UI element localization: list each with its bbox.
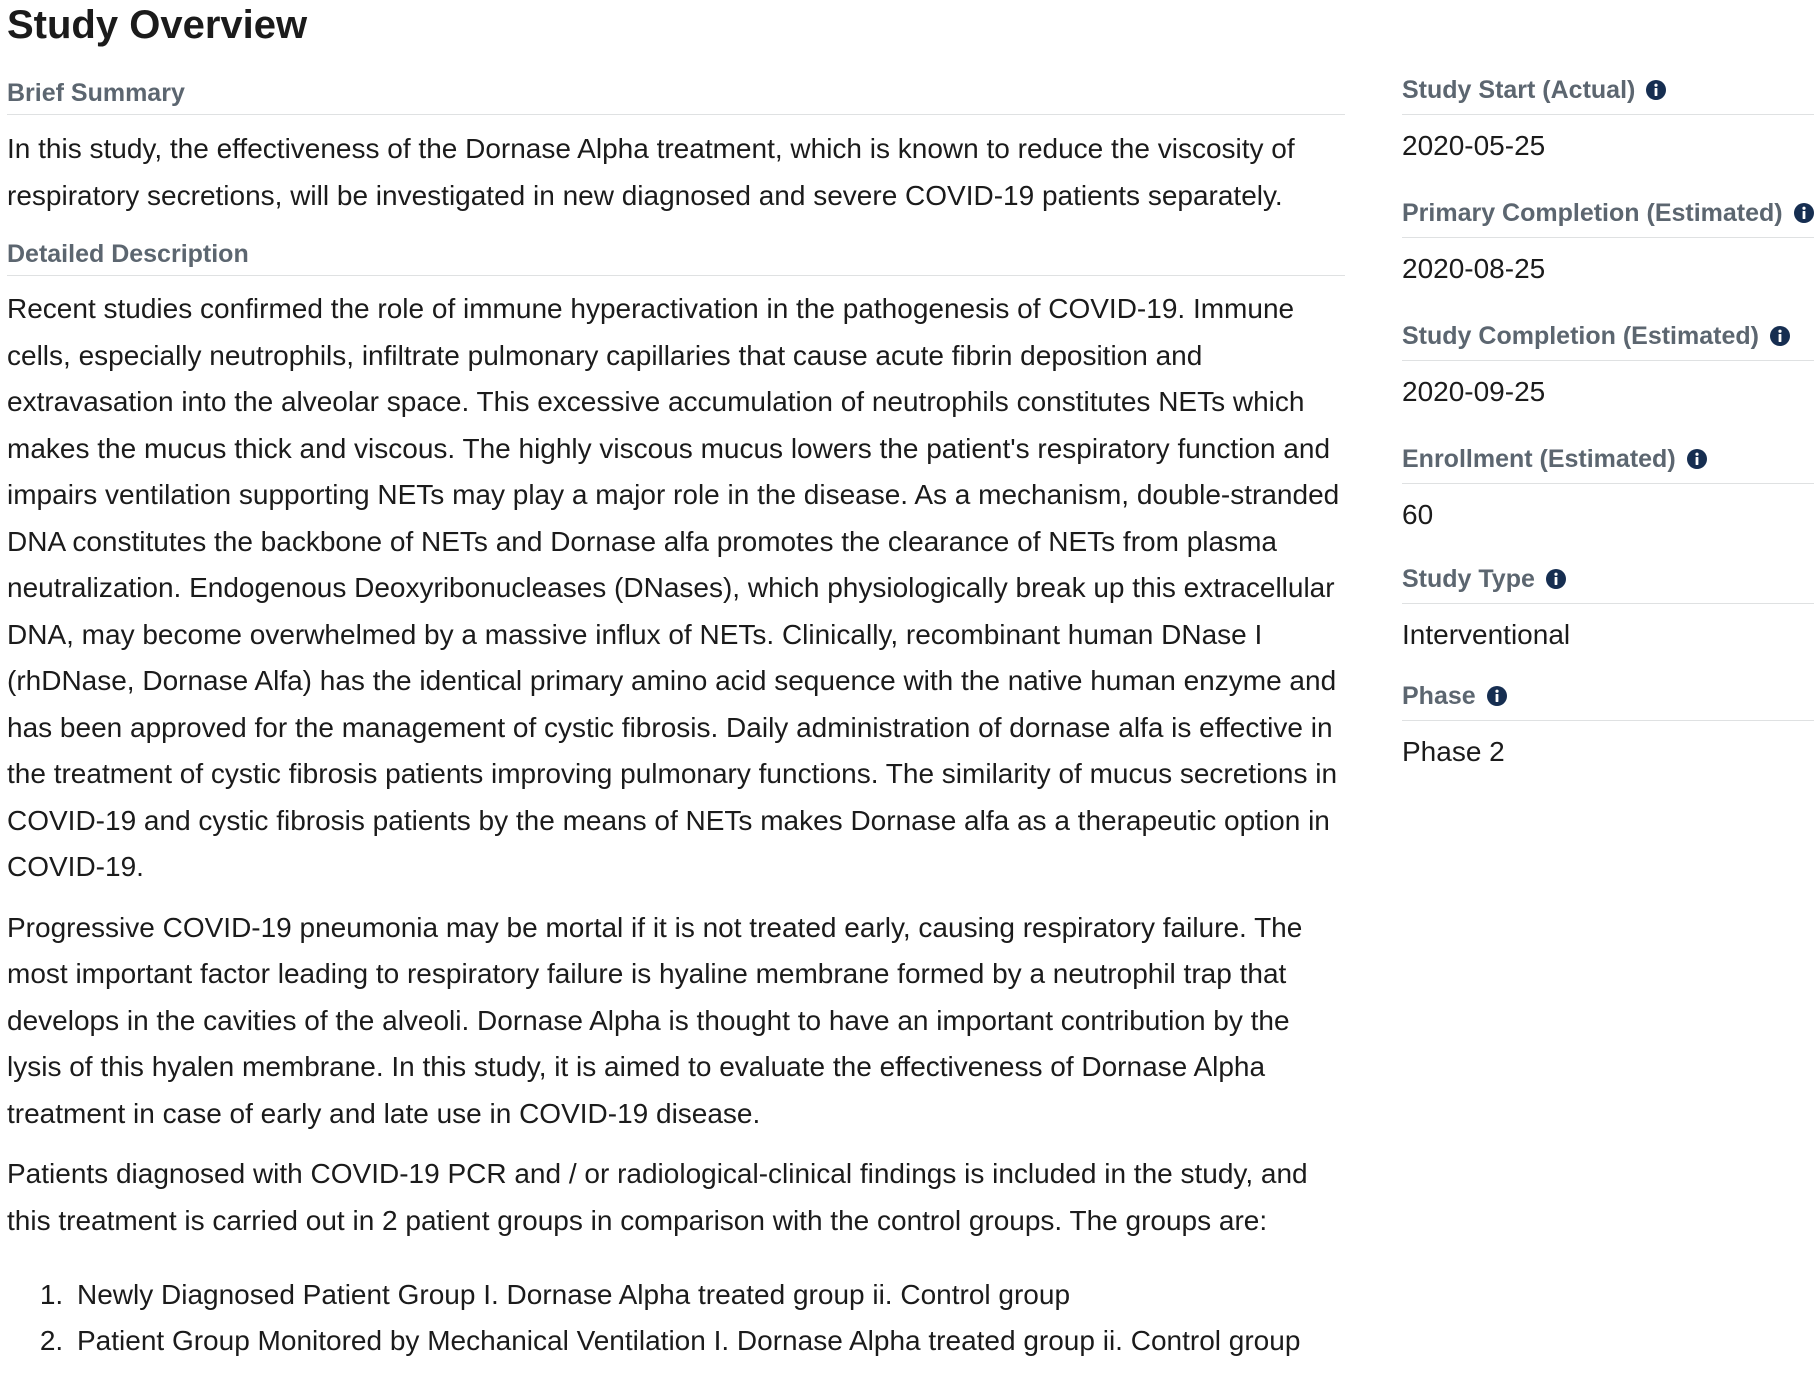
info-icon[interactable]	[1793, 202, 1814, 224]
info-icon[interactable]	[1686, 448, 1708, 470]
info-icon[interactable]	[1545, 568, 1567, 590]
patient-groups-list	[7, 1272, 1345, 1364]
brief-summary-label: Brief Summary	[7, 78, 1345, 115]
primary-completion-label: Primary Completion (Estimated)	[1402, 199, 1783, 227]
detailed-description-label: Detailed Description	[7, 239, 1345, 276]
study-completion-value: 2020-09-25	[1402, 376, 1546, 407]
primary-completion-item	[1402, 193, 1814, 286]
list-item: 1. Newly Diagnosed Patient Group I. Dornase Alpha treated group ii. Control group	[71, 1272, 1345, 1318]
enrollment-item	[1402, 439, 1814, 532]
study-completion-item	[1402, 316, 1814, 409]
study-completion-label: Study Completion (Estimated)	[1402, 322, 1759, 350]
description-paragraph: Progressive COVID-19 pneumonia may be mortal if it is not treated early, causing respiratory failure. The most important factor leading to respiratory failure is hyaline membrane formed by a neutrophil trap that develops in the cavities of the alveoli. Dornase Alpha is thought to have an important contribution by the lysis of this hyalen membrane. In this study, it is aimed to evaluate the effectiveness of Dornase Alpha treatment in case of early and late use in COVID-19 disease.	[7, 911, 1303, 1129]
description-paragraph: Recent studies confirmed the role of immune hyperactivation in the pathogenesis of COVID-19. Immune cells, especially neutrophils, infiltrate pulmonary capillaries that cause acute fibrin deposition and extravasation into the alveolar space. This excessive accumulation of neutrophils constitutes NETs which makes the mucus thick and viscous. The highly viscous mucus lowers the patient's respiratory function and impairs ventilation supporting NETs may play a major role in the disease. As a mechanism, double-stranded DNA constitutes the backbone of NETs and Dornase alfa promotes the clearance of NETs from plasma neutralization. Endogenous Deoxyribonucleases (DNases), which physiologically break up this extracellular DNA, may become overwhelmed by a massive influx of NETs. Clinically, recombinant human DNase I (rhDNase, Dornase Alfa) has the identical primary amino acid sequence with the native human enzyme and has been approved for the management of cystic fibrosis. Daily administration of dornase alfa is effective in the treatment of cystic fibrosis patients improving pulmonary functions. The similarity of mucus secretions in COVID-19 and cystic fibrosis patients by the means of NETs makes Dornase alfa as a therapeutic option in COVID-19.	[7, 293, 1340, 882]
study-type-value: Interventional	[1402, 619, 1571, 650]
study-start-item	[1402, 70, 1814, 163]
phase-item	[1402, 676, 1814, 769]
info-icon[interactable]	[1769, 325, 1791, 347]
phase-value: Phase 2	[1402, 736, 1505, 767]
brief-summary-text: In this study, the effectiveness of the Dornase Alpha treatment, which is known to reduce the viscosity of respiratory secretions, will be investigated in new diagnosed and severe COVID-19 patients separately.	[7, 133, 1295, 211]
study-start-value: 2020-05-25	[1402, 130, 1546, 161]
primary-completion-value: 2020-08-25	[1402, 253, 1546, 284]
study-start-label: Study Start (Actual)	[1402, 76, 1636, 104]
enrollment-value: 60	[1402, 499, 1434, 530]
info-icon[interactable]	[1645, 79, 1667, 101]
enrollment-label: Enrollment (Estimated)	[1402, 445, 1676, 473]
study-type-item	[1402, 559, 1814, 652]
main-content	[7, 78, 1345, 1364]
phase-label: Phase	[1402, 682, 1476, 710]
info-icon[interactable]	[1486, 685, 1508, 707]
list-item: 2. Patient Group Monitored by Mechanical Ventilation I. Dornase Alpha treated group ii. Control group	[71, 1318, 1345, 1364]
page-title: Study Overview	[7, 3, 308, 47]
study-type-label: Study Type	[1402, 565, 1535, 593]
description-paragraph: Patients diagnosed with COVID-19 PCR and / or radiological-clinical findings is included in the study, and this treatment is carried out in 2 patient groups in comparison with the control groups. The groups are:	[7, 1158, 1308, 1236]
